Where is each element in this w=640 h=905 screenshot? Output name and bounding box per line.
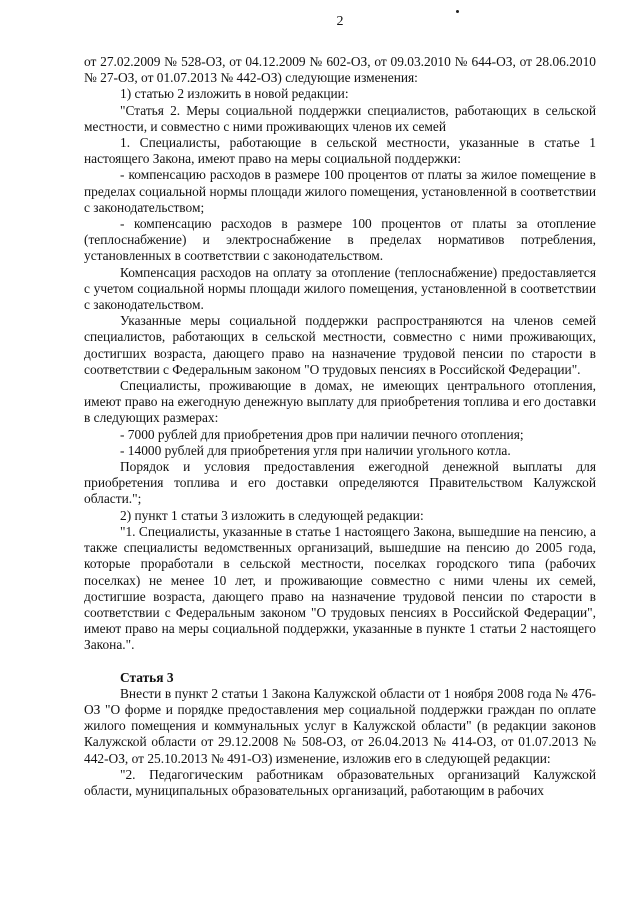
- speck-mark: [456, 10, 459, 13]
- paragraph-6: - компенсацию расходов в размере 100 процентов от платы за отопление (теплоснабжение) и электроснабжение в пределах нормативов потребления, установленных в соответствии с законодательством.: [84, 216, 596, 264]
- paragraph-5: - компенсацию расходов в размере 100 процентов от платы за жилое помещение в пределах социальной нормы площади жилого помещения, установленной в соответствии с законодательством;: [84, 167, 596, 215]
- paragraph-3: "Статья 2. Меры социальной поддержки специалистов, работающих в сельской местности, и совместно с ними проживающих членов их семей: [84, 102, 596, 134]
- paragraph-9: Специалисты, проживающие в домах, не имеющих центрального отопления, имеют право на ежегодную денежную выплату для приобретения топлива и его доставки в следующих размерах:: [84, 378, 596, 426]
- paragraph-4: 1. Специалисты, работающие в сельской местности, указанные в статье 1 настоящего Закона, имеют право на меры социальной поддержки:: [84, 135, 596, 167]
- paragraph-13: 2) пункт 1 статьи 3 изложить в следующей редакции:: [120, 507, 424, 523]
- paragraph-2: 1) статью 2 изложить в новой редакции:: [120, 86, 349, 102]
- page-number: 2: [336, 14, 344, 29]
- paragraph-10: - 7000 рублей для приобретения дров при наличии печного отопления;: [120, 426, 524, 442]
- paragraph-1: от 27.02.2009 № 528-ОЗ, от 04.12.2009 № 602-ОЗ, от 09.03.2010 № 644-ОЗ, от 28.06.2010 № 27-ОЗ, от 01.07.2013 № 442-ОЗ) следующие изменения:: [84, 54, 596, 86]
- paragraph-8: Указанные меры социальной поддержки распространяются на членов семей специалистов, работающих в сельской местности, совместно с ними проживающих, достигших возраста, дающего право на назначение трудовой пенсии по старости в соответствии с Федеральным законом "О трудовых пенсиях в Российской Федерации".: [84, 313, 596, 377]
- document-body: [84, 54, 596, 799]
- paragraph-12: Порядок и условия предоставления ежегодной денежной выплаты для приобретения топлива и его доставки определяются Правительством Калужской области.";: [84, 459, 596, 507]
- paragraph-11: - 14000 рублей для приобретения угля при наличии угольного котла.: [120, 442, 511, 458]
- paragraph-15: Внести в пункт 2 статьи 1 Закона Калужской области от 1 ноября 2008 года № 476-ОЗ "О форме и порядке предоставления мер социальной поддержки граждан по оплате жилого помещения и коммунальных услуг в Калужской области" (в редакции законов Калужской области от 29.12.2008 № 508-ОЗ, от 26.04.2013 № 414-ОЗ, от 01.07.2013 № 442-ОЗ, от 25.10.2013 № 491-ОЗ) изменение, изложив его в следующей редакции:: [84, 685, 596, 766]
- section-heading: Статья 3: [120, 669, 174, 685]
- paragraph-14: "1. Специалисты, указанные в статье 1 настоящего Закона, вышедшие на пенсию, а также специалисты ведомственных организаций, вышедшие на пенсию до 2005 года, которые проработали в сельской местности, поселках городского типа (рабочих поселках) не менее 10 лет, и проживающие совместно с ними члены их семей, достигшие возраста, дающего право на назначение трудовой пенсии по старости в соответствии с Федеральным законом "О трудовых пенсиях в Российской Федерации", имеют право на меры социальной поддержки, указанные в пункте 1 статьи 2 настоящего Закона.".: [84, 523, 596, 653]
- paragraph-16: "2. Педагогическим работникам образовательных организаций Калужской области, муниципальных образовательных организаций, работающим в рабочих: [84, 766, 596, 798]
- paragraph-7: Компенсация расходов на оплату за отопление (теплоснабжение) предоставляется с учетом социальной нормы площади жилого помещения, установленной в соответствии с законодательством.: [84, 264, 596, 313]
